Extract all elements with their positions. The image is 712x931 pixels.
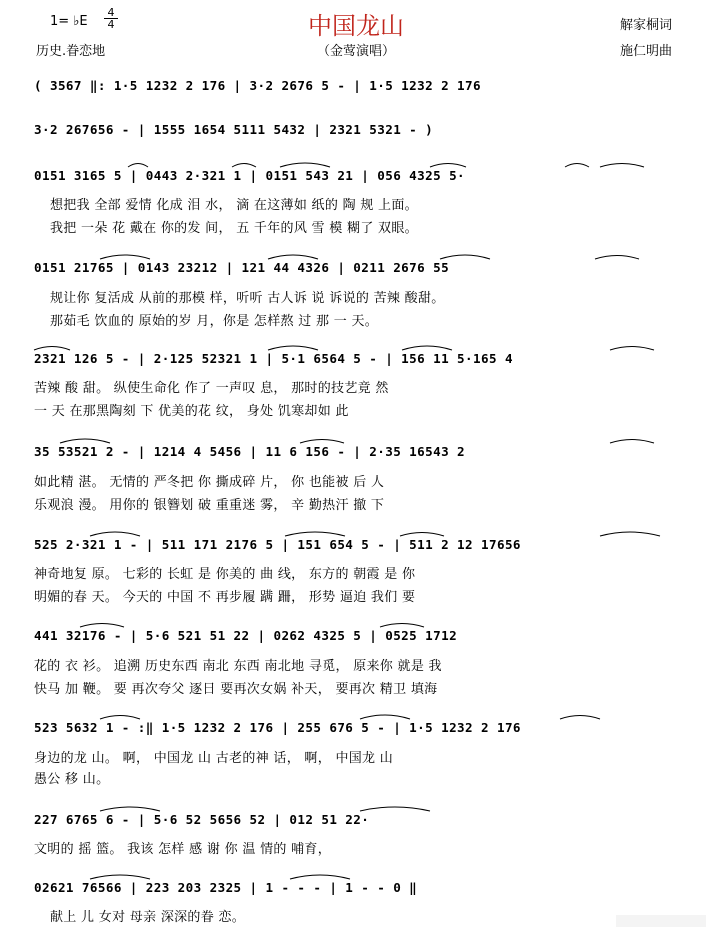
slur <box>90 875 150 879</box>
slur <box>595 256 639 260</box>
slur <box>360 807 430 811</box>
lyric-line-5-verse-1: 苦辣 酸 甜。 纵使生命化 作了 一声叹 息， 那时的技艺竟 然 <box>34 381 389 396</box>
slur <box>90 532 140 536</box>
key-signature: 1= ♭E <box>50 14 88 29</box>
slur <box>290 875 350 879</box>
lyric-line-11: 献上 儿 女对 母亲 深深的眷 恋。 <box>50 910 246 925</box>
slur <box>100 255 150 259</box>
notation-line-10: 227 6765 6 - | 5·6 52 5656 52 | 012 51 22· <box>34 812 370 827</box>
lyric-line-6-verse-1: 如此精 湛。 无情的 严冬把 你 撕成碎 片， 你 也能被 后 人 <box>34 475 385 490</box>
notation-line-3: 0151 3165 5 | 0443 2·321 1 | 0151 543 21 | 056 4325 5· <box>34 168 466 183</box>
time-signature-bottom: 4 <box>104 18 118 30</box>
lyric-line-8-verse-1: 花的 衣 衫。 追溯 历史东西 南北 东西 南北地 寻觅， 原来你 就是 我 <box>34 659 442 674</box>
lyric-line-6-verse-2: 乐观浪 漫。 用你的 银簪划 破 重重迷 雾， 辛 勤热汗 撤 下 <box>34 498 385 513</box>
notation-line-6: 35 53521 2 - | 1214 4 5456 | 11 6 156 - | 2·35 16543 2 <box>34 444 466 459</box>
slur <box>440 255 490 259</box>
slur <box>430 164 466 168</box>
singer-credit: （金莺演唱） <box>316 44 395 59</box>
slur <box>380 624 424 628</box>
slur <box>610 440 654 444</box>
lyric-line-9-verse-1: 身边的龙 山。 啊， 中国龙 山 古老的神 话， 啊， 中国龙 山 <box>34 751 394 766</box>
lyric-line-3-verse-2: 我把 一朵 花 戴在 你的发 间， 五 千年的风 雪 模 糊了 双眼。 <box>50 221 418 236</box>
slur <box>100 807 160 811</box>
slur <box>268 255 318 259</box>
notation-line-9: 523 5632 1 - :‖ 1·5 1232 2 176 | 255 676 5 - | 1·5 1232 2 176 <box>34 720 521 735</box>
time-signature-top: 4 <box>107 6 115 19</box>
slur <box>610 347 654 351</box>
lyric-line-3-verse-1: 想把我 全部 爱情 化成 泪 水， 滴 在这薄如 纸的 陶 规 上面。 <box>50 198 418 213</box>
lyric-line-10: 文明的 摇 篮。 我该 怎样 感 谢 你 温 情的 哺育， <box>34 842 332 857</box>
lyric-line-8-verse-2: 快马 加 鞭。 要 再次夸父 逐日 要再次女娲 补天， 要再次 精卫 填海 <box>34 682 438 697</box>
song-title: 中国龙山 <box>308 12 404 40</box>
composer-credit: 施仁明曲 <box>620 44 673 59</box>
expression-mark: 历史.眷恋地 <box>36 44 106 59</box>
lyric-line-4-verse-1: 规让你 复活成 从前的那模 样，听听 古人诉 说 诉说的 苦辣 酸甜。 <box>50 291 445 306</box>
slur <box>268 346 318 350</box>
slur <box>80 624 124 628</box>
lyric-line-4-verse-2: 那茹毛 饮血的 原始的岁 月，你是 怎样熬 过 那 一 天。 <box>50 314 379 329</box>
lyric-line-7-verse-2: 明媚的春 天。 今天的 中国 不 再步履 蹒 跚， 形势 逼迫 我们 要 <box>34 590 416 605</box>
slur <box>360 715 410 719</box>
slur <box>280 163 330 167</box>
slur <box>600 164 644 168</box>
notation-line-5: 2321 126 5 - | 2·125 52321 1 | 5·1 6564 5 - | 156 11 5·165 4 <box>34 351 513 366</box>
slur <box>400 533 444 537</box>
lyric-line-9-verse-2: 愚公 移 山。 <box>34 772 110 787</box>
slur <box>60 439 110 443</box>
notation-line-4: 0151 21765 | 0143 23212 | 121 44 4326 | 0211 2676 55 <box>34 260 450 275</box>
slur <box>34 347 70 351</box>
slur <box>300 440 344 444</box>
slur <box>100 716 140 720</box>
slur <box>600 532 660 536</box>
slur <box>128 164 148 168</box>
notation-line-2: 3·2 267656 - | 1555 1654 5111 5432 | 2321 5321 - ) <box>34 122 434 137</box>
notation-line-1: ( 3567 ‖: 1·5 1232 2 176 | 3·2 2676 5 - | 1·5 1232 2 176 <box>34 78 481 93</box>
slur <box>560 716 600 720</box>
notation-line-11: 02621 76566 | 223 203 2325 | 1 - - - | 1 - - 0 ‖ <box>34 880 418 895</box>
notation-line-7: 525 2·321 1 - | 511 171 2176 5 | 151 654 5 - | 511 2 12 17656 <box>34 537 521 552</box>
slur <box>565 164 589 168</box>
lyricist-credit: 解家桐词 <box>620 18 673 33</box>
lyric-line-7-verse-1: 神奇地复 原。 七彩的 长虹 是 你美的 曲 线， 东方的 朝霞 是 你 <box>34 567 416 582</box>
slur <box>285 532 345 536</box>
notation-line-8: 441 32176 - | 5·6 521 51 22 | 0262 4325 5 | 0525 1712 <box>34 628 458 643</box>
slur <box>402 346 452 350</box>
slur <box>232 164 256 168</box>
lyric-line-5-verse-2: 一 天 在那黑陶刻 下 优美的花 纹， 身处 饥寒却如 此 <box>34 404 349 419</box>
watermark <box>616 915 706 927</box>
